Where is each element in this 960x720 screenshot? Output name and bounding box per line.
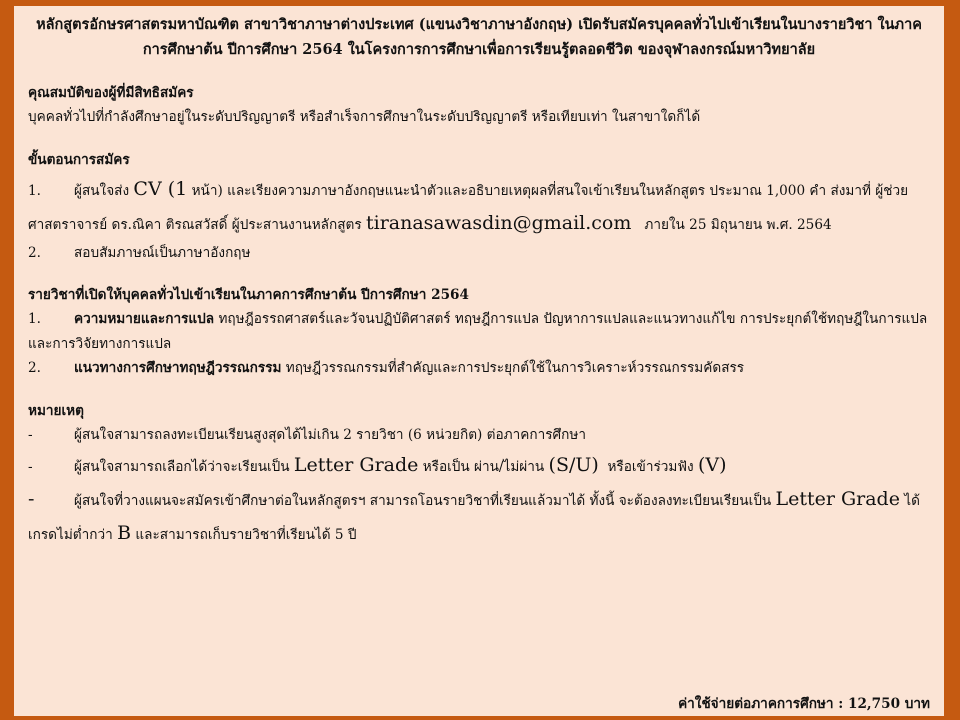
course-item-2 — [28, 356, 930, 380]
course-name: ความหมายและการแปล — [74, 311, 215, 328]
step-item-2 — [28, 241, 930, 265]
course-name: แนวทางการศึกษาทฤษฎีวรรณกรรม — [74, 360, 282, 377]
qualifications-heading: คุณสมบัติของผู้ที่มีสิทธิสมัคร — [28, 84, 194, 101]
contact-email: tiranasawasdin@gmail.com — [366, 212, 632, 235]
course-description: ทฤษฎีอรรถศาสตร์และวัจนปฏิบัติศาสตร์ ทฤษฎีการแปล ปัญหาการแปลและแนวทางแก้ไข การประยุกต์ใช้ทฤษฎีในการแปลและการวิจัยทางการแปล — [28, 311, 928, 352]
note-text: ผู้สนใจสามารถเลือกได้ว่าจะเรียนเป็น — [74, 458, 290, 475]
step-text: สอบสัมภาษณ์เป็นภาษาอังกฤษ — [74, 244, 251, 261]
note-text: ผู้สนใจสามารถลงทะเบียนเรียนสูงสุดได้ไม่เกิน 2 รายวิชา (6 หน่วยกิต) ต่อภาคการศึกษา — [74, 427, 586, 444]
fee-per-semester: ค่าใช้จ่ายต่อภาคการศึกษา : 12,750 บาท — [678, 695, 930, 712]
audit-v-text: (V) — [697, 453, 727, 476]
notes-section — [28, 399, 930, 551]
step-text: ผู้สนใจส่ง — [74, 183, 130, 200]
announcement-panel — [14, 6, 944, 716]
grade-b-text: B — [117, 522, 132, 545]
note-text-end: และสามารถเก็บรายวิชาที่เรียนได้ 5 ปี — [135, 527, 357, 544]
note-item-2 — [28, 448, 930, 482]
note-dash: - — [28, 488, 35, 510]
step-text-continued: หน้า) และเรียงความภาษาอังกฤษแนะนำตัวและอธิบายเหตุผลที่สนใจเข้าเรียนในหลักสูตร ประมาณ 1,000 คำ ส่งมาที่ ผู้ช่วยศาสตราจารย์ ดร.ณิคา ติรณสวัสดิ์ ผู้ประสานงานหลักสูตร — [28, 183, 909, 234]
course-number: 1. — [28, 311, 41, 328]
course-number: 2. — [28, 360, 41, 377]
note-text-audit: หรือเข้าร่วมฟัง — [607, 458, 694, 475]
notes-heading: หมายเหตุ — [28, 402, 84, 419]
announcement-title: หลักสูตรอักษรศาสตรมหาบัณฑิต สาขาวิชาภาษาต่างประเทศ (แขนงวิชาภาษาอังกฤษ) เปิดรับสมัครบุคคลทั่วไปเข้าเรียนในบางรายวิชา ในภาคการศึกษาต้น ปีการศึกษา 2564 ในโครงการการศึกษาเพื่อการเรียนรู้ตลอดชีวิต ของจุฬาลงกรณ์มหาวิทยาลัย — [36, 16, 922, 59]
note-item-1 — [28, 423, 930, 447]
courses-heading: รายวิชาที่เปิดให้บุคคลทั่วไปเข้าเรียนในภาคการศึกษาต้น ปีการศึกษา 2564 — [28, 287, 469, 303]
letter-grade-text: Letter Grade — [293, 453, 419, 476]
course-description: ทฤษฎีวรรณกรรมที่สำคัญและการประยุกต์ใช้ในการวิเคราะห์วรรณกรรมคัดสรร — [285, 360, 745, 377]
deadline-text: ภายใน 25 มิถุนายน พ.ศ. 2564 — [644, 217, 832, 234]
note-item-3 — [28, 482, 930, 550]
course-item-1 — [28, 307, 930, 356]
step-number: 2. — [28, 244, 41, 261]
courses-section — [28, 283, 930, 381]
su-text: (S/U) — [548, 453, 599, 476]
note-dash: - — [28, 458, 33, 475]
note-text-continued: หรือเป็น ผ่าน/ไม่ผ่าน — [422, 458, 545, 475]
qualifications-section — [28, 81, 930, 130]
note-text: ผู้สนใจที่วางแผนจะสมัครเข้าศึกษาต่อในหลักสูตรฯ สามารถโอนรายวิชาที่เรียนแล้วมาได้ ทั้งนี้ จะต้องลงทะเบียนเรียนเป็น — [74, 493, 772, 509]
qualifications-text: บุคคลทั่วไปที่กำลังศึกษาอยู่ในระดับปริญญาตรี หรือสำเร็จการศึกษาในระดับปริญญาตรี หรือเทียบเท่า ในสาขาใดก็ได้ — [28, 109, 701, 126]
application-steps-section — [28, 148, 930, 265]
step-item-1 — [28, 172, 930, 240]
application-steps-heading: ขั้นตอนการสมัคร — [28, 151, 130, 168]
step-number: 1. — [28, 183, 41, 200]
note-text-continued: ได้เกรดไม่ต่ำกว่า — [28, 493, 920, 544]
cv-text: CV (1 — [133, 178, 188, 201]
letter-grade-text: Letter Grade — [775, 488, 900, 510]
note-dash: - — [28, 427, 33, 444]
